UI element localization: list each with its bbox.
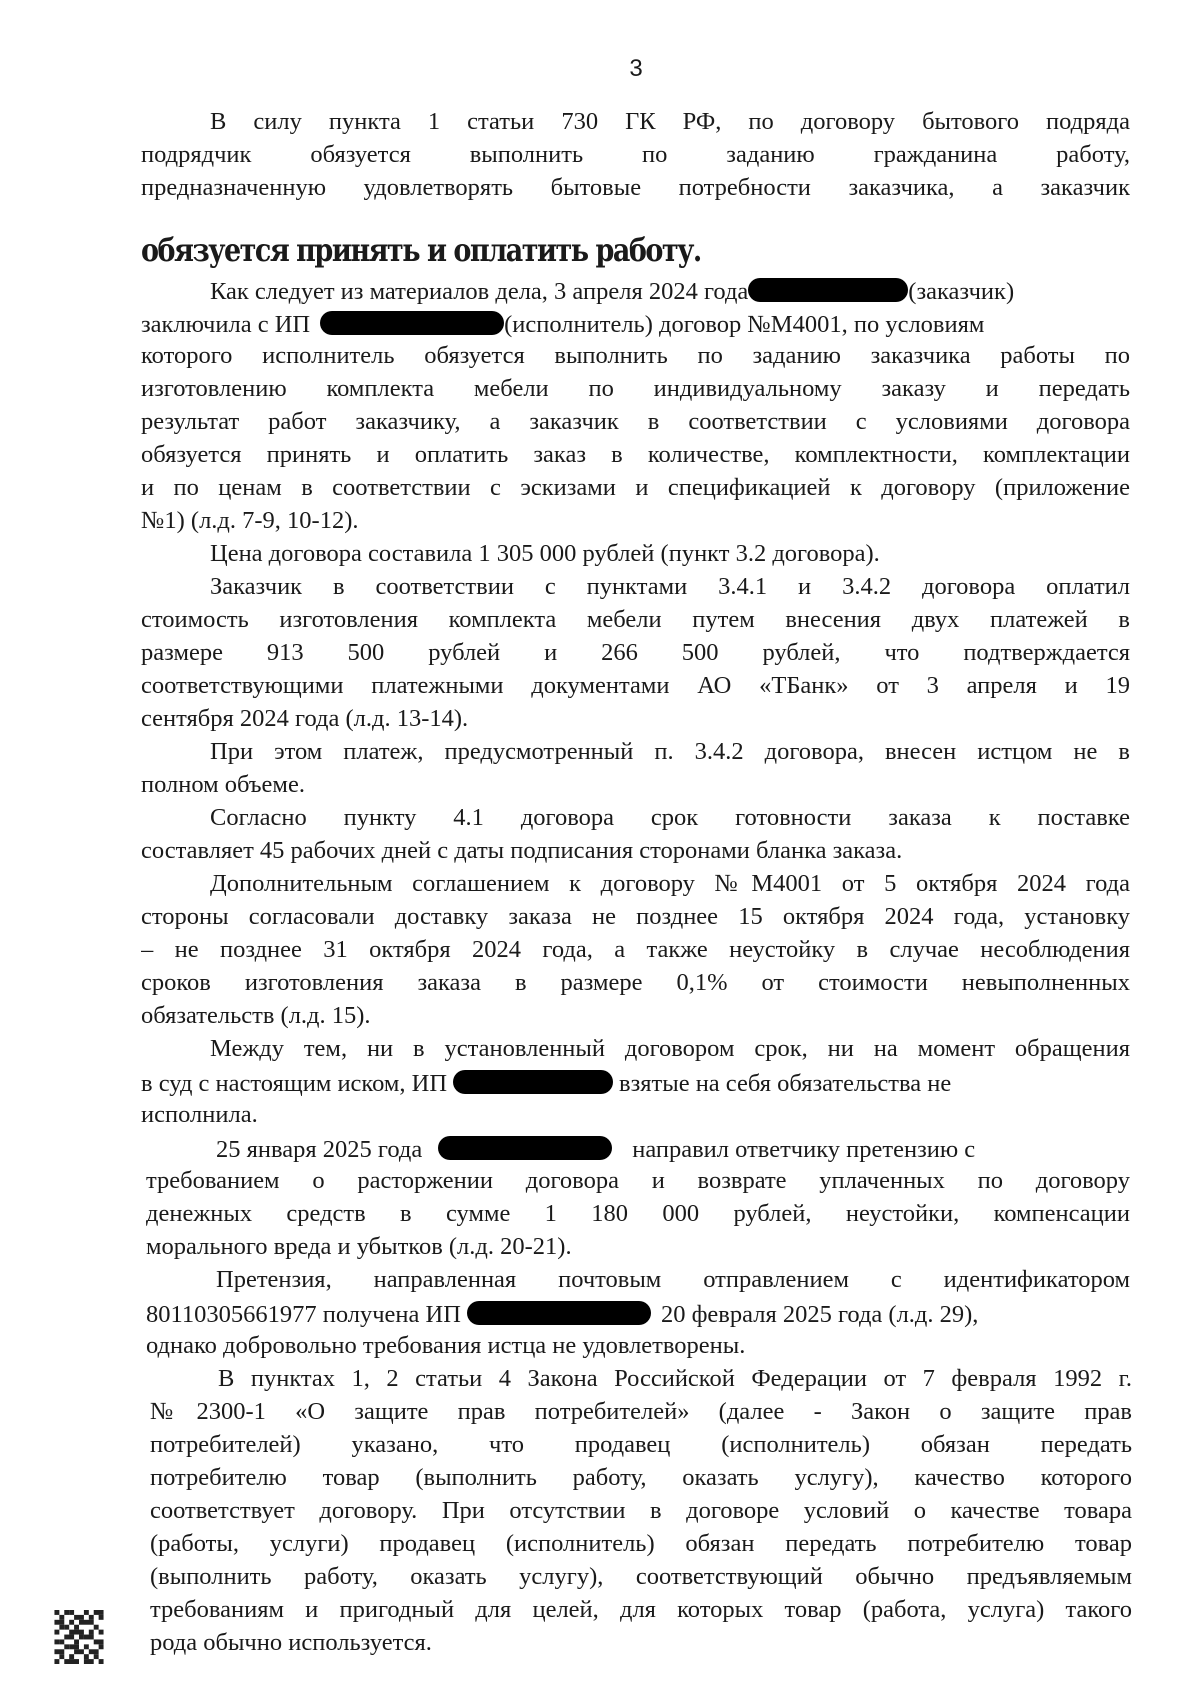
text-fragment: (исполнитель) договор №М4001, по условиям [504,311,985,338]
redaction-bar [438,1136,612,1160]
paragraph-line: обязуется принять и оплатить заказ в количестве, комплектности, комплектации [141,443,1130,468]
paragraph-line: полном объеме. [141,771,305,798]
paragraph-line: Дополнительным соглашением к договору №М4001 от 5 октября 2024 года [210,872,1130,897]
paragraph-line: – не позднее 31 октября 2024 года, а также неустойку в случае несоблюдения [141,938,1130,963]
paragraph-line [141,311,984,338]
paragraph-line: (работы, услуги) продавец (исполнитель) обязан передать потребителю товар [150,1532,1132,1557]
paragraph-line: Согласно пункту 4.1 договора срок готовности заказа к поставке [210,806,1130,831]
paragraph-line: обязуется принять и оплатить работу. [141,232,701,270]
paragraph-line [146,1301,978,1328]
paragraph-line: требованием о расторжении договора и возврате уплаченных по договору [146,1169,1130,1194]
text-fragment: заключила с ИП [141,311,311,338]
paragraph-line: №1) (л.д. 7-9, 10-12). [141,507,359,534]
paragraph-line: рода обычно используется. [150,1629,432,1656]
text-fragment: (заказчик) [908,278,1015,305]
paragraph-line: соответствующими платежными документами АО «ТБанк» от 3 апреля и 19 [141,674,1130,699]
paragraph-line: стороны согласовали доставку заказа не позднее 15 октября 2024 года, установку [141,905,1130,930]
paragraph-line: В пунктах 1, 2 статьи 4 Закона Российской Федерации от 7 февраля 1992 г. [218,1367,1132,1392]
text-fragment: направил ответчику претензию с [632,1136,976,1163]
paragraph-line: (выполнить работу, оказать услугу), соответствующий обычно предъявляемым [150,1565,1132,1590]
paragraph-line: подрядчик обязуется выполнить по заданию гражданина работу, [141,143,1130,168]
paragraph-line: изготовлению комплекта мебели по индивидуальному заказу и передать [141,377,1130,402]
paragraph-line: При этом платеж, предусмотренный п. 3.4.2 договора, внесен истцом не в [210,740,1130,765]
paragraph-line: сроков изготовления заказа в размере 0,1% от стоимости невыполненных [141,971,1130,996]
page-number: 3 [629,55,643,82]
redaction-bar [748,278,908,302]
paragraph-line: результат работ заказчику, а заказчик в соответствии с условиями договора [141,410,1130,435]
paragraph-line: размере 913 500 рублей и 266 500 рублей, что подтверждается [141,641,1130,666]
paragraph-line: однако добровольно требования истца не удовлетворены. [146,1332,746,1359]
text-fragment: 80110305661977 получена ИП [146,1301,461,1328]
paragraph-line [216,1136,975,1163]
paragraph-line: исполнила. [141,1101,258,1128]
qr-code-icon [54,1610,104,1664]
paragraph-line: Цена договора составила 1 305 000 рублей (пункт 3.2 договора). [210,540,880,567]
redaction-bar [467,1301,651,1325]
redaction-bar [320,311,504,335]
paragraph-line: потребителей) указано, что продавец (исполнитель) обязан передать [150,1433,1132,1458]
paragraph-line: и по ценам в соответствии с эскизами и спецификацией к договору (приложение [141,476,1130,501]
paragraph-line: морального вреда и убытков (л.д. 20-21). [146,1233,572,1260]
paragraph-line: денежных средств в сумме 1 180 000 рублей, неустойки, компенсации [146,1202,1130,1227]
text-fragment: взятые на себя обязательства не [619,1070,952,1097]
paragraph-line: обязательств (л.д. 15). [141,1002,371,1029]
text-fragment: 25 января 2025 года [216,1136,423,1163]
paragraph-line [141,1070,951,1097]
paragraph-line: соответствует договору. При отсутствии в договоре условий о качестве товара [150,1499,1132,1524]
paragraph-line: предназначенную удовлетворять бытовые потребности заказчика, а заказчик [141,176,1130,201]
paragraph-line: №2300-1 «О защите прав потребителей» (далее - Закон о защите прав [150,1400,1132,1425]
text-fragment: Как следует из материалов дела, 3 апреля 2024 года [210,278,749,305]
paragraph-line: стоимость изготовления комплекта мебели путем внесения двух платежей в [141,608,1130,633]
paragraph-line: составляет 45 рабочих дней с даты подписания сторонами бланка заказа. [141,837,903,864]
paragraph-line: сентября 2024 года (л.д. 13-14). [141,705,469,732]
text-fragment: 20 февраля 2025 года (л.д. 29), [660,1301,979,1328]
text-fragment: в суд с настоящим иском, ИП [141,1070,448,1097]
paragraph-line: требованиям и пригодный для целей, для которых товар (работа, услуга) такого [150,1598,1132,1623]
paragraph-line: которого исполнитель обязуется выполнить по заданию заказчика работы по [141,344,1130,369]
paragraph-line [210,278,1014,305]
paragraph-line: Заказчик в соответствии с пунктами 3.4.1 и 3.4.2 договора оплатил [210,575,1130,600]
paragraph-line: потребителю товар (выполнить работу, оказать услугу), качество которого [150,1466,1132,1491]
paragraph-line: Между тем, ни в установленный договором срок, ни на момент обращения [210,1037,1130,1062]
redaction-bar [453,1070,613,1094]
paragraph-line: Претензия, направленная почтовым отправлением с идентификатором [216,1268,1130,1293]
paragraph-line: В силу пункта 1 статьи 730 ГК РФ, по договору бытового подряда [210,110,1130,135]
